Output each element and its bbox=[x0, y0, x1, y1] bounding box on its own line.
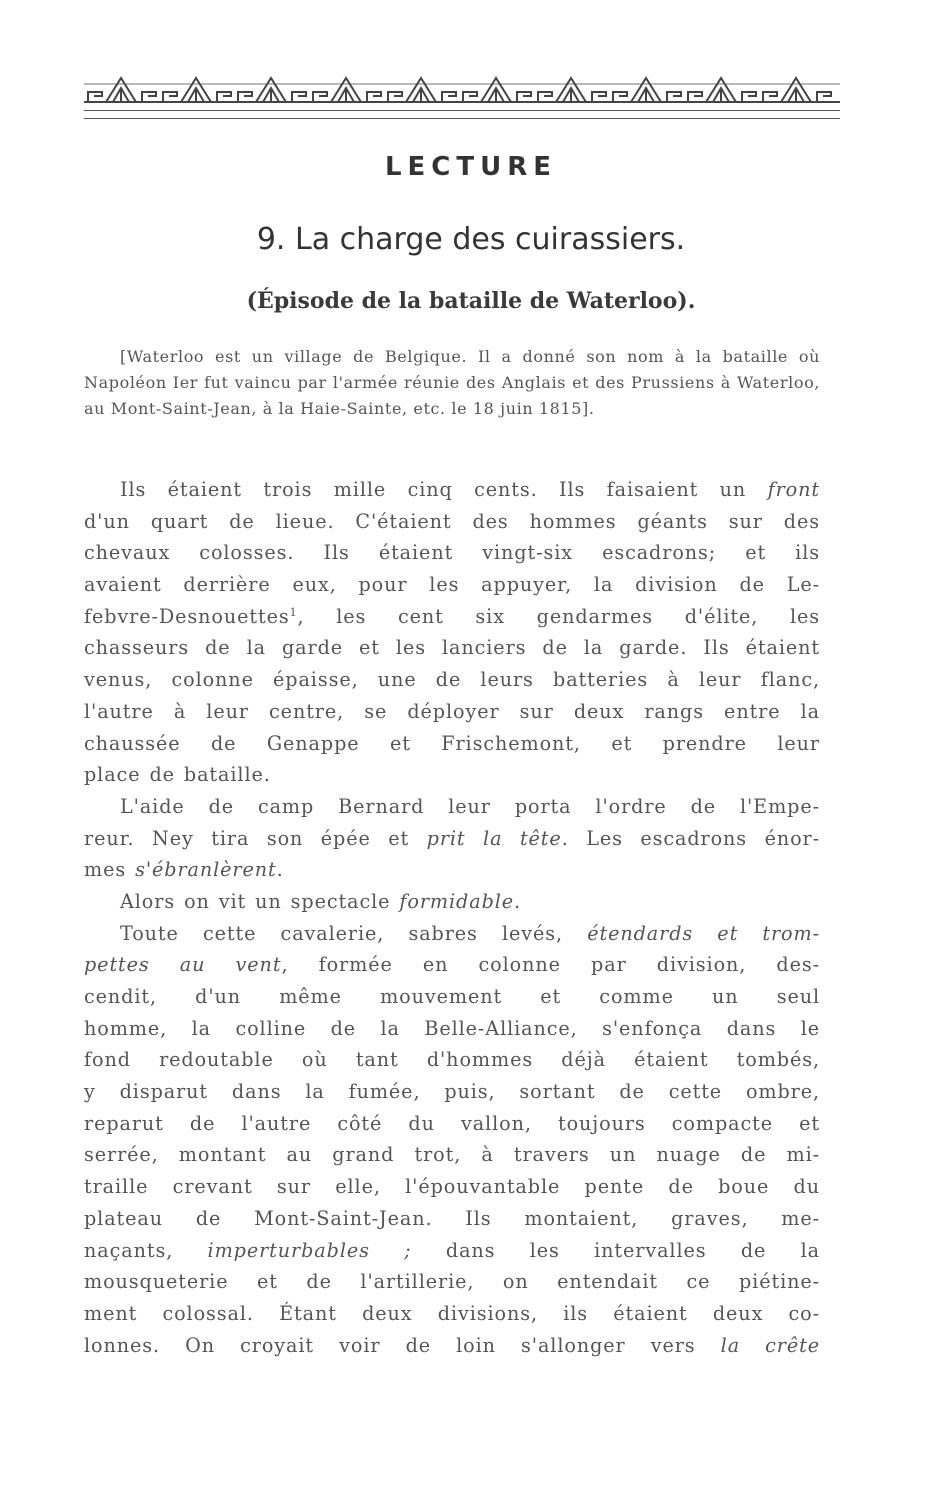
text-segment: homme, la colline de la Belle-Alliance, s'enfonça dans le bbox=[84, 1016, 820, 1040]
text-line bbox=[84, 1171, 820, 1203]
intro-text: [Waterloo est un village de Belgique. Il a donné son nom à la bataille où Napoléon Ier fut vaincu par l'armée réunie des Anglais et des Prussiens à Waterloo, au Mont-Saint-Jean, à la Haie-Sainte, etc. le 18 juin 1815]. bbox=[84, 347, 820, 418]
text-line bbox=[84, 1203, 820, 1235]
text-segment: febvre-Desnouettes bbox=[84, 604, 290, 628]
text-segment: . Les escadrons énor- bbox=[561, 826, 820, 850]
text-line bbox=[84, 759, 820, 791]
text-line bbox=[84, 1013, 820, 1045]
text-segment: Ils étaient trois mille cinq cents. Ils faisaient un bbox=[120, 478, 768, 501]
text-segment: chevaux colosses. Ils étaient vingt-six escadrons; et ils bbox=[84, 541, 820, 565]
text-segment: Alors on vit un spectacle bbox=[120, 889, 400, 913]
text-line bbox=[84, 981, 820, 1013]
text-segment: reparut de l'autre côté du vallon, toujours compacte et bbox=[84, 1111, 820, 1135]
text-line bbox=[84, 696, 820, 728]
text-segment: lonnes. On croyait voir de loin s'allonger vers bbox=[84, 1333, 721, 1357]
footnote-mark: 1 bbox=[289, 605, 298, 619]
header-rule bbox=[84, 110, 840, 111]
text-segment: fond redoutable où tant d'hommes déjà étaient tombés, bbox=[84, 1048, 820, 1072]
text-segment: ment colossal. Étant deux divisions, ils étaient deux co- bbox=[84, 1301, 820, 1325]
ornamental-frieze bbox=[84, 74, 840, 104]
text-line bbox=[84, 1044, 820, 1076]
text-segment: L'aide de camp Bernard leur porta l'ordre de l'Empe- bbox=[120, 794, 820, 818]
italic-phrase: prit la tête bbox=[426, 826, 562, 850]
text-line bbox=[84, 632, 820, 664]
text-line bbox=[84, 474, 820, 506]
text-segment: naçants, bbox=[84, 1238, 208, 1262]
chapter-subtitle: (Épisode de la bataille de Waterloo). bbox=[246, 288, 696, 314]
text-segment: place de bataille. bbox=[84, 763, 271, 787]
text-segment: . bbox=[276, 858, 284, 882]
text-line bbox=[84, 537, 820, 569]
text-line bbox=[84, 1108, 820, 1140]
chapter-title: 9. La charge des cuirassiers. bbox=[256, 222, 686, 257]
text-line bbox=[84, 1330, 820, 1362]
text-line bbox=[84, 506, 820, 538]
section-heading: LECTURE bbox=[384, 152, 558, 182]
text-segment: y disparut dans la fumée, puis, sortant de cette ombre, bbox=[84, 1080, 820, 1104]
text-segment: cendit, d'un même mouvement et comme un seul bbox=[84, 985, 820, 1008]
text-segment: reur. Ney tira son épée et bbox=[84, 826, 427, 850]
text-segment: dans les intervalles de la bbox=[411, 1238, 820, 1262]
text-segment: mes bbox=[84, 858, 136, 882]
text-line bbox=[84, 949, 820, 981]
header-rule bbox=[84, 118, 840, 119]
text-segment: , formée en colonne par division, des- bbox=[281, 953, 820, 977]
text-segment: . bbox=[514, 889, 522, 913]
text-segment: avaient derrière eux, pour les appuyer, la division de Le- bbox=[84, 573, 820, 597]
text-line bbox=[84, 569, 820, 601]
intro-note bbox=[84, 344, 820, 422]
text-segment: d'un quart de lieue. C'étaient des hommes géants sur des bbox=[84, 509, 820, 533]
italic-phrase: pettes au vent bbox=[84, 953, 282, 977]
text-line bbox=[84, 1139, 820, 1171]
text-line bbox=[84, 601, 820, 633]
reading-text bbox=[84, 474, 820, 1361]
italic-phrase: imperturbables ; bbox=[207, 1238, 412, 1262]
text-line bbox=[84, 918, 820, 950]
text-segment: venus, colonne épaisse, une de leurs batteries à leur flanc, bbox=[84, 668, 820, 692]
text-segment: Toute cette cavalerie, sabres levés, bbox=[120, 921, 588, 945]
italic-phrase: formidable bbox=[399, 889, 515, 913]
text-line bbox=[84, 1266, 820, 1298]
text-line bbox=[84, 791, 820, 823]
italic-phrase: s'ébranlèrent bbox=[135, 858, 277, 882]
text-line bbox=[84, 664, 820, 696]
italic-phrase: la crête bbox=[720, 1333, 820, 1357]
text-segment: chaussée de Genappe et Frischemont, et prendre leur bbox=[84, 731, 820, 755]
text-line bbox=[84, 1235, 820, 1267]
text-line bbox=[84, 728, 820, 760]
text-line bbox=[84, 886, 820, 918]
text-line bbox=[84, 1298, 820, 1330]
text-line bbox=[84, 1076, 820, 1108]
italic-phrase: front bbox=[767, 478, 820, 501]
text-segment: l'autre à leur centre, se déployer sur deux rangs entre la bbox=[84, 699, 820, 723]
text-line bbox=[84, 854, 820, 886]
text-segment: chasseurs de la garde et les lanciers de la garde. Ils étaient bbox=[84, 636, 820, 660]
text-segment: traille crevant sur elle, l'épouvantable pente de boue du bbox=[84, 1175, 820, 1199]
italic-phrase: étendards et trom- bbox=[587, 921, 820, 945]
text-segment: serrée, montant au grand trot, à travers un nuage de mi- bbox=[84, 1143, 820, 1167]
text-segment: plateau de Mont-Saint-Jean. Ils montaient, graves, me- bbox=[84, 1206, 820, 1230]
text-segment: mousqueterie et de l'artillerie, on entendait ce piétine- bbox=[84, 1270, 820, 1294]
text-line bbox=[84, 823, 820, 855]
text-segment: , les cent six gendarmes d'élite, les bbox=[297, 604, 820, 628]
